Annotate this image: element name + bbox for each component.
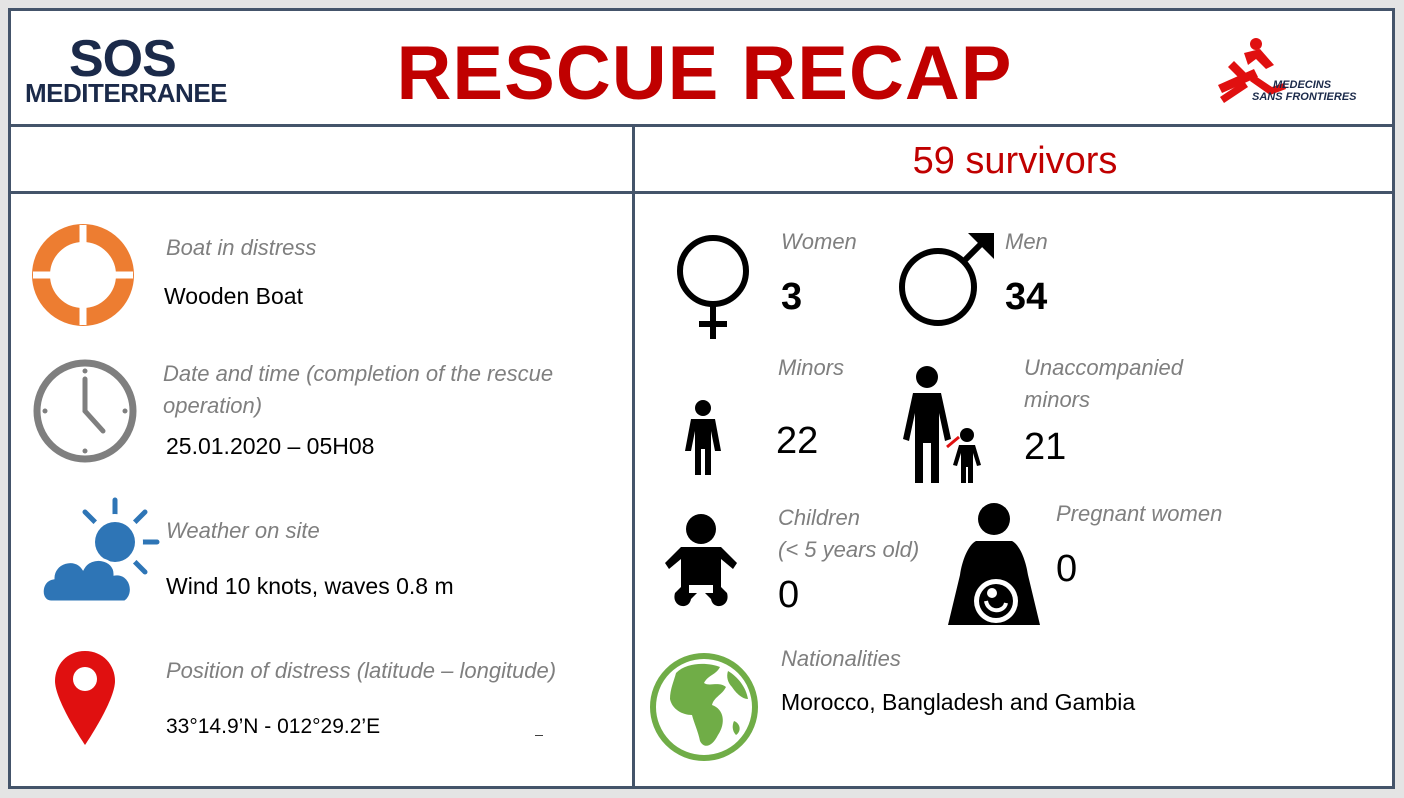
adult-with-child-icon — [901, 365, 991, 485]
msf-logo-line1: MEDECINS — [1273, 79, 1332, 91]
boat-label: Boat in distress — [166, 235, 317, 260]
subheader-divider — [11, 191, 1392, 194]
weather-value: Wind 10 knots, waves 0.8 m — [166, 573, 454, 599]
pregnant-label: Pregnant women — [1056, 501, 1223, 526]
date-label-line2: operation) — [163, 393, 263, 418]
unaccompanied-value: 21 — [1024, 426, 1067, 468]
pregnant-value: 0 — [1056, 548, 1078, 590]
male-symbol-icon — [896, 231, 996, 331]
date-value: 25.01.2020 – 05H08 — [166, 433, 375, 459]
header-divider — [11, 124, 1392, 127]
position-label: Position of distress (latitude – longitude) — [166, 658, 557, 683]
women-value: 3 — [781, 276, 803, 318]
survivors-count: 59 survivors — [912, 140, 1118, 182]
unaccompanied-label-line1: Unaccompanied — [1024, 355, 1183, 380]
date-label-line1: Date and time (completion of the rescue — [163, 361, 554, 386]
sos-logo-line2: MEDITERRANEE — [25, 78, 228, 108]
clock-icon — [31, 357, 139, 465]
children-value: 0 — [778, 574, 800, 616]
minors-label: Minors — [778, 355, 845, 380]
position-value: 33°14.9’N - 012°29.2’E — [166, 715, 381, 738]
globe-icon — [648, 651, 760, 763]
location-pin-icon — [53, 649, 117, 747]
cursor-mark — [535, 735, 543, 736]
boat-value: Wooden Boat — [164, 283, 303, 309]
weather-icon — [39, 496, 163, 606]
pregnant-woman-icon — [946, 501, 1042, 631]
nationalities-value: Morocco, Bangladesh and Gambia — [781, 689, 1136, 715]
page-title: RESCUE RECAP — [396, 31, 1013, 116]
nationalities-label: Nationalities — [781, 646, 901, 671]
lifebuoy-icon — [31, 223, 135, 327]
msf-logo-line2: SANS FRONTIERES — [1252, 91, 1357, 103]
weather-label: Weather on site — [166, 518, 320, 543]
minors-value: 22 — [776, 420, 819, 462]
sos-logo-line1: SOS — [69, 30, 176, 88]
unaccompanied-label-line2: minors — [1024, 387, 1091, 412]
children-label-line2: (< 5 years old) — [778, 537, 920, 562]
rescue-recap-slide — [8, 8, 1395, 789]
women-label: Women — [781, 229, 857, 254]
children-label-line1: Children — [778, 505, 860, 530]
baby-icon — [661, 513, 741, 613]
men-label: Men — [1005, 229, 1048, 254]
child-icon — [683, 399, 723, 477]
column-divider — [632, 124, 635, 789]
men-value: 34 — [1005, 276, 1048, 318]
female-symbol-icon — [673, 231, 753, 341]
